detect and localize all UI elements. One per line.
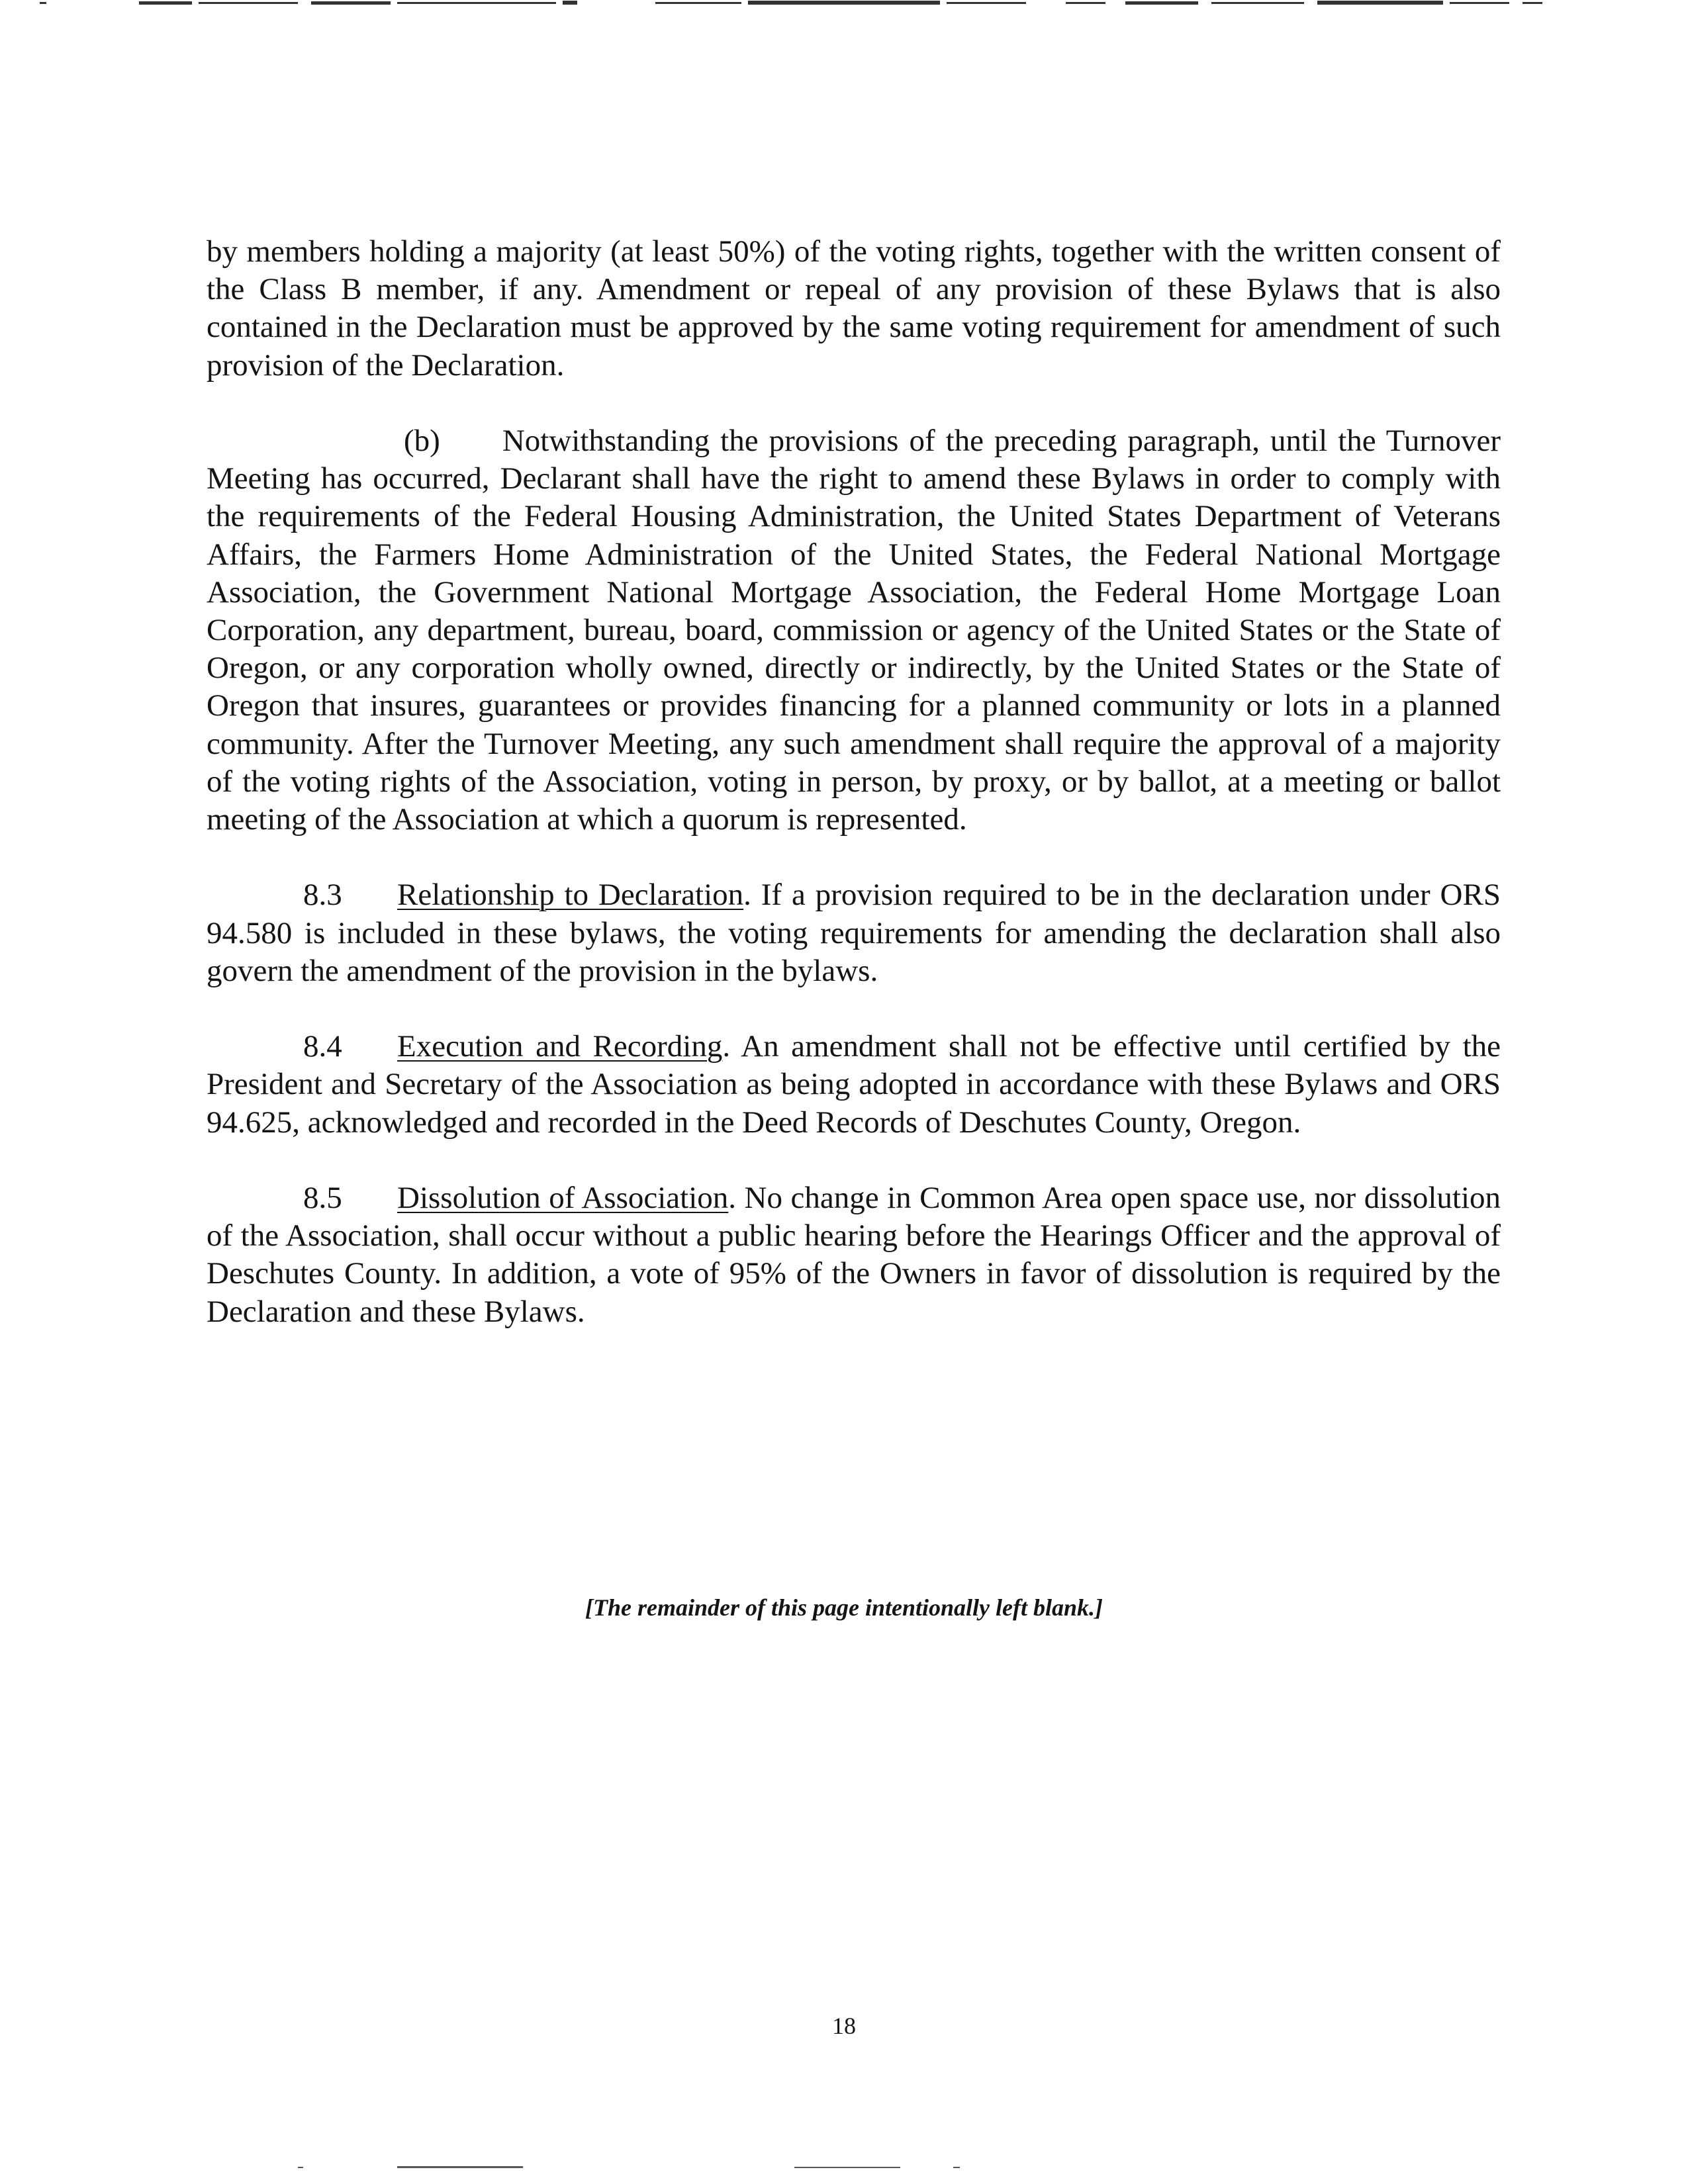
section-heading-period: . xyxy=(743,878,751,913)
section-number: 8.4 xyxy=(303,1029,342,1064)
scan-artifact-bottom xyxy=(0,2164,1688,2172)
scan-artifact-top xyxy=(0,0,1688,9)
document-body xyxy=(207,233,1501,1331)
paragraph-b xyxy=(207,422,1501,839)
section-number: 8.3 xyxy=(303,878,342,913)
section-heading-period: . xyxy=(728,1181,737,1216)
section-heading: Dissolution of Association xyxy=(397,1181,729,1216)
section-text: No change in Common Area open space use, nor dissolution of the Association, shall occur without a public hearing before the Hearings Officer and the approval of Deschutes County. In addition, a vote of 95% of the Owners in favor of dissolution is required by the Declaration and these Bylaws. xyxy=(207,1181,1501,1329)
section-heading-period: . xyxy=(722,1029,731,1064)
section-heading: Execution and Recording xyxy=(397,1029,723,1064)
paragraph-continuation xyxy=(207,233,1501,385)
section-8-3 xyxy=(207,876,1501,990)
paragraph-text: Notwithstanding the provisions of the preceding paragraph, until the Turnover Meeting has occurred, Declarant shall have the right to amend these Bylaws in order to comply with the requirements of the Federal Housing Administration, the United States Department of Veterans Affairs, the Farmers Home Administration of the United States, the Federal National Mortgage Association, the Government National Mortgage Association, the Federal Home Mortgage Loan Corporation, any department, bureau, board, commission or agency of the United States or the State of Oregon, or any corporation wholly owned, directly or indirectly, by the United States or the State of Oregon that insures, guarantees or provides financing for a planned community or lots in a planned community. After the Turnover Meeting, any such amendment shall require the approval of a majority of the voting rights of the Association, voting in person, by proxy, or by ballot, at a meeting or ballot meeting of the Association at which a quorum is represented. xyxy=(207,424,1501,837)
section-8-4 xyxy=(207,1028,1501,1142)
paragraph-label: (b) xyxy=(404,424,440,458)
section-number: 8.5 xyxy=(303,1181,342,1216)
section-8-5 xyxy=(207,1179,1501,1331)
blank-page-note: [The remainder of this page intentionally left blank.] xyxy=(585,1594,1103,1621)
page-number: 18 xyxy=(832,2013,856,2039)
section-text: An amendment shall not be effective until certified by the President and Secretary of the Association as being adopted in accordance with these Bylaws and ORS 94.625, acknowledged and recorded in the Deed Records of Deschutes County, Oregon. xyxy=(207,1029,1501,1140)
paragraph-text: by members holding a majority (at least 50%) of the voting rights, together with the written consent of the Class B member, if any. Amendment or repeal of any provision of these Bylaws that is also contained in the Declaration must be approved by the same voting requirement for amendment of such provision of the Declaration. xyxy=(207,234,1501,383)
section-text: If a provision required to be in the declaration under ORS 94.580 is included in these bylaws, the voting requirements for amending the declaration shall also govern the amendment of the provision in the bylaws. xyxy=(207,878,1501,988)
section-heading: Relationship to Declaration xyxy=(397,878,744,913)
